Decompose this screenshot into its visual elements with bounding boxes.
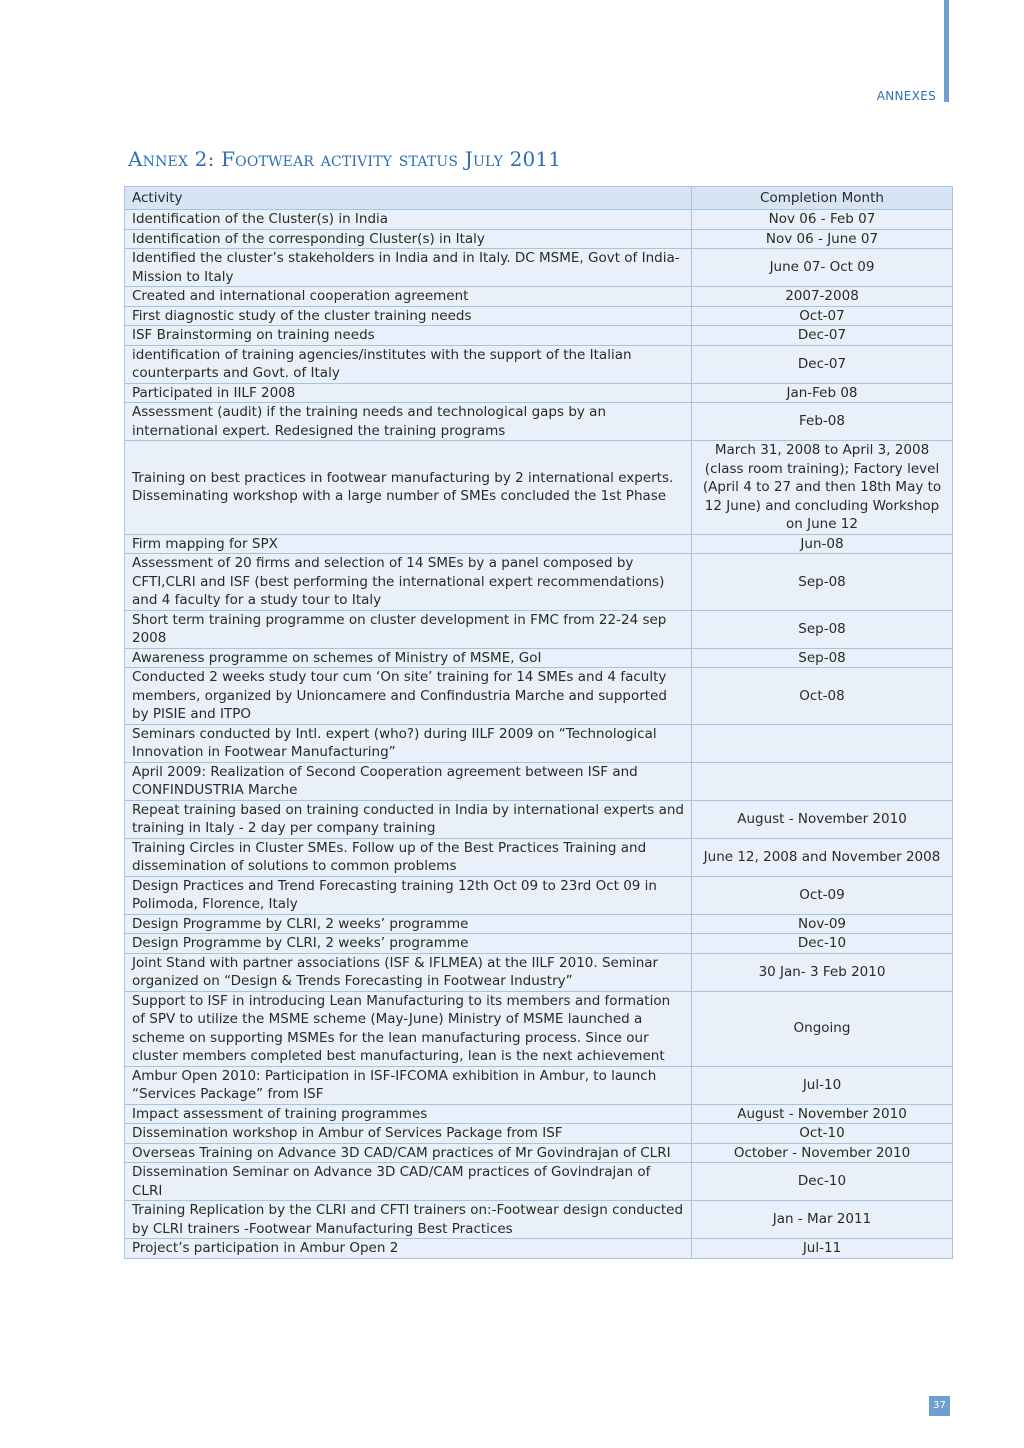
completion-month-cell: Nov 06 - Feb 07 xyxy=(692,210,953,230)
table-row xyxy=(125,1124,953,1144)
table-row xyxy=(125,554,953,611)
table-row xyxy=(125,306,953,326)
completion-month-cell: June 12, 2008 and November 2008 xyxy=(692,838,953,876)
completion-month-cell: Sep-08 xyxy=(692,554,953,611)
table-row xyxy=(125,1201,953,1239)
table-row xyxy=(125,1143,953,1163)
completion-month-cell xyxy=(692,724,953,762)
activity-cell: Assessment of 20 firms and selection of 14 SMEs by a panel composed by CFTI,CLRI and ISF (best performing the international expert recommendations) and 4 faculty for a study tour to Italy xyxy=(125,554,692,611)
table-row xyxy=(125,876,953,914)
activity-cell: Firm mapping for SPX xyxy=(125,534,692,554)
page-number: 37 xyxy=(929,1396,950,1416)
completion-month-cell: Dec-07 xyxy=(692,326,953,346)
activity-cell: Overseas Training on Advance 3D CAD/CAM practices of Mr Govindrajan of CLRI xyxy=(125,1143,692,1163)
completion-month-cell: August - November 2010 xyxy=(692,800,953,838)
activity-cell: Repeat training based on training conducted in India by international experts and training in Italy - 2 day per company training xyxy=(125,800,692,838)
activity-cell: Identification of the Cluster(s) in India xyxy=(125,210,692,230)
table-row xyxy=(125,800,953,838)
table-row xyxy=(125,762,953,800)
table-row xyxy=(125,345,953,383)
page-title: Annex 2: Footwear activity status July 2011 xyxy=(128,147,562,171)
activity-cell: Created and international cooperation agreement xyxy=(125,287,692,307)
completion-month-cell: Ongoing xyxy=(692,991,953,1066)
activity-cell: Identification of the corresponding Cluster(s) in Italy xyxy=(125,229,692,249)
table-row xyxy=(125,383,953,403)
section-label: ANNEXES xyxy=(876,89,936,103)
activity-cell: Conducted 2 weeks study tour cum ‘On site’ training for 14 SMEs and 4 faculty members, organized by Unioncamere and Confindustria Marche and supported by PISIE and ITPO xyxy=(125,668,692,725)
activity-cell: Participated in IILF 2008 xyxy=(125,383,692,403)
activity-status-table xyxy=(124,186,953,1259)
activity-cell: Design Programme by CLRI, 2 weeks’ programme xyxy=(125,934,692,954)
completion-month-cell: August - November 2010 xyxy=(692,1104,953,1124)
table-row xyxy=(125,610,953,648)
activity-cell: Awareness programme on schemes of Ministry of MSME, GoI xyxy=(125,648,692,668)
table-row xyxy=(125,838,953,876)
activity-cell: Joint Stand with partner associations (ISF & IFLMEA) at the IILF 2010. Seminar organized on “Design & Trends Forecasting in Footwear Industry” xyxy=(125,953,692,991)
completion-month-cell: Dec-10 xyxy=(692,1163,953,1201)
completion-month-cell: Jan - Mar 2011 xyxy=(692,1201,953,1239)
completion-month-cell: Oct-09 xyxy=(692,876,953,914)
activity-cell: Ambur Open 2010: Participation in ISF-IFCOMA exhibition in Ambur, to launch “Services Package” from ISF xyxy=(125,1066,692,1104)
completion-month-cell: Jul-10 xyxy=(692,1066,953,1104)
table-row xyxy=(125,1239,953,1259)
activity-cell: Dissemination Seminar on Advance 3D CAD/CAM practices of Govindrajan of CLRI xyxy=(125,1163,692,1201)
table-row xyxy=(125,914,953,934)
activity-cell: identification of training agencies/institutes with the support of the Italian counterparts and Govt. of Italy xyxy=(125,345,692,383)
table-row xyxy=(125,724,953,762)
completion-month-cell: Nov 06 - June 07 xyxy=(692,229,953,249)
activity-cell: Design Programme by CLRI, 2 weeks’ programme xyxy=(125,914,692,934)
table-row xyxy=(125,326,953,346)
column-header-completion-month: Completion Month xyxy=(692,187,953,210)
activity-cell: Training Replication by the CLRI and CFTI trainers on:-Footwear design conducted by CLRI trainers -Footwear Manufacturing Best Practices xyxy=(125,1201,692,1239)
completion-month-cell: June 07- Oct 09 xyxy=(692,249,953,287)
completion-month-cell: October - November 2010 xyxy=(692,1143,953,1163)
completion-month-cell: 30 Jan- 3 Feb 2010 xyxy=(692,953,953,991)
completion-month-cell: Sep-08 xyxy=(692,648,953,668)
activity-cell: Support to ISF in introducing Lean Manufacturing to its members and formation of SPV to utilize the MSME scheme (May-June) Ministry of MSME launched a scheme on supporting MSMEs for the lean manufacturing process. Since our cluster members completed best manufacturing, lean is the next achievement xyxy=(125,991,692,1066)
completion-month-cell xyxy=(692,762,953,800)
completion-month-cell: Oct-10 xyxy=(692,1124,953,1144)
activity-cell: Training on best practices in footwear manufacturing by 2 international experts. Disseminating workshop with a large number of SMEs concluded the 1st Phase xyxy=(125,441,692,535)
activity-cell: Short term training programme on cluster development in FMC from 22-24 sep 2008 xyxy=(125,610,692,648)
completion-month-cell: Dec-10 xyxy=(692,934,953,954)
activity-cell: ISF Brainstorming on training needs xyxy=(125,326,692,346)
completion-month-cell: Nov-09 xyxy=(692,914,953,934)
completion-month-cell: Feb-08 xyxy=(692,403,953,441)
activity-cell: Project’s participation in Ambur Open 2 xyxy=(125,1239,692,1259)
activity-cell: Impact assessment of training programmes xyxy=(125,1104,692,1124)
activity-cell: April 2009: Realization of Second Cooperation agreement between ISF and CONFINDUSTRIA Marche xyxy=(125,762,692,800)
activity-cell: Identified the cluster’s stakeholders in India and in Italy. DC MSME, Govt of India- Mission to Italy xyxy=(125,249,692,287)
activity-cell: Training Circles in Cluster SMEs. Follow up of the Best Practices Training and dissemination of solutions to common problems xyxy=(125,838,692,876)
table-row xyxy=(125,668,953,725)
table-row xyxy=(125,287,953,307)
activity-cell: Assessment (audit) if the training needs and technological gaps by an international expert. Redesigned the training programs xyxy=(125,403,692,441)
completion-month-cell: Jul-11 xyxy=(692,1239,953,1259)
table-row xyxy=(125,991,953,1066)
table-row xyxy=(125,229,953,249)
table-row xyxy=(125,1104,953,1124)
top-accent-bar xyxy=(944,0,949,102)
completion-month-cell: Dec-07 xyxy=(692,345,953,383)
table-row xyxy=(125,1066,953,1104)
table-row xyxy=(125,1163,953,1201)
table-row xyxy=(125,441,953,535)
table-header-row xyxy=(125,187,953,210)
table-row xyxy=(125,953,953,991)
table-row xyxy=(125,934,953,954)
table-row xyxy=(125,249,953,287)
completion-month-cell: Oct-07 xyxy=(692,306,953,326)
activity-cell: Dissemination workshop in Ambur of Services Package from ISF xyxy=(125,1124,692,1144)
table-row xyxy=(125,403,953,441)
table-row xyxy=(125,534,953,554)
completion-month-cell: Sep-08 xyxy=(692,610,953,648)
table-row xyxy=(125,210,953,230)
completion-month-cell: Jan-Feb 08 xyxy=(692,383,953,403)
table-row xyxy=(125,648,953,668)
activity-cell: Design Practices and Trend Forecasting training 12th Oct 09 to 23rd Oct 09 in Polimoda, Florence, Italy xyxy=(125,876,692,914)
column-header-activity: Activity xyxy=(125,187,692,210)
table-body xyxy=(125,210,953,1259)
completion-month-cell: 2007-2008 xyxy=(692,287,953,307)
completion-month-cell: Jun-08 xyxy=(692,534,953,554)
completion-month-cell: Oct-08 xyxy=(692,668,953,725)
completion-month-cell: March 31, 2008 to April 3, 2008 (class room training); Factory level (April 4 to 27 and then 18th May to 12 June) and concluding Workshop on June 12 xyxy=(692,441,953,535)
activity-cell: First diagnostic study of the cluster training needs xyxy=(125,306,692,326)
activity-cell: Seminars conducted by Intl. expert (who?) during IILF 2009 on “Technological Innovation in Footwear Manufacturing” xyxy=(125,724,692,762)
